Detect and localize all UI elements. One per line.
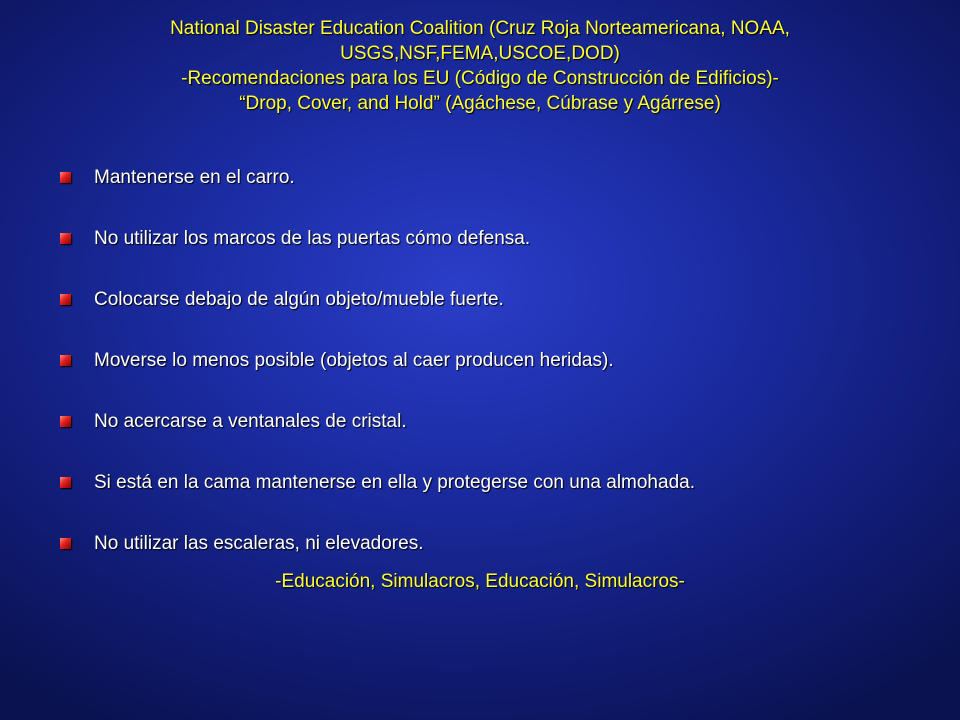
bullet-square-icon	[60, 355, 71, 366]
list-item	[60, 287, 920, 348]
bullet-square-icon	[60, 294, 71, 305]
bullet-list	[60, 165, 920, 592]
bullet-text: No utilizar los marcos de las puertas cómo defensa.	[94, 228, 531, 249]
bullet-square-icon	[60, 233, 71, 244]
bullet-text: No utilizar las escaleras, ni elevadores.	[94, 533, 424, 554]
title-line-2: USGS,NSF,FEMA,USCOE,DOD)	[340, 43, 620, 64]
bullet-square-icon	[60, 538, 71, 549]
bullet-square-icon	[60, 416, 71, 427]
bullet-text: Colocarse debajo de algún objeto/mueble fuerte.	[94, 289, 504, 310]
list-item	[60, 470, 920, 531]
bullet-text: Moverse lo menos posible (objetos al caer producen heridas).	[94, 350, 614, 371]
list-item	[60, 165, 920, 226]
list-item	[60, 226, 920, 287]
bullet-text: Si está en la cama mantenerse en ella y protegerse con una almohada.	[94, 472, 695, 493]
title-line-4: “Drop, Cover, and Hold” (Agáchese, Cúbrase y Agárrese)	[239, 93, 721, 114]
bullet-square-icon	[60, 172, 71, 183]
title-line-1: National Disaster Education Coalition (Cruz Roja Norteamericana, NOAA,	[170, 18, 790, 39]
list-item	[60, 409, 920, 470]
title-line-3: -Recomendaciones para los EU (Código de Construcción de Edificios)-	[181, 68, 779, 89]
bullet-text: No acercarse a ventanales de cristal.	[94, 411, 407, 432]
bullet-square-icon	[60, 477, 71, 488]
slide-title	[40, 16, 920, 116]
closing-slogan: -Educación, Simulacros, Educación, Simulacros-	[275, 571, 685, 592]
bullet-text: Mantenerse en el carro.	[94, 167, 295, 188]
list-item	[60, 348, 920, 409]
